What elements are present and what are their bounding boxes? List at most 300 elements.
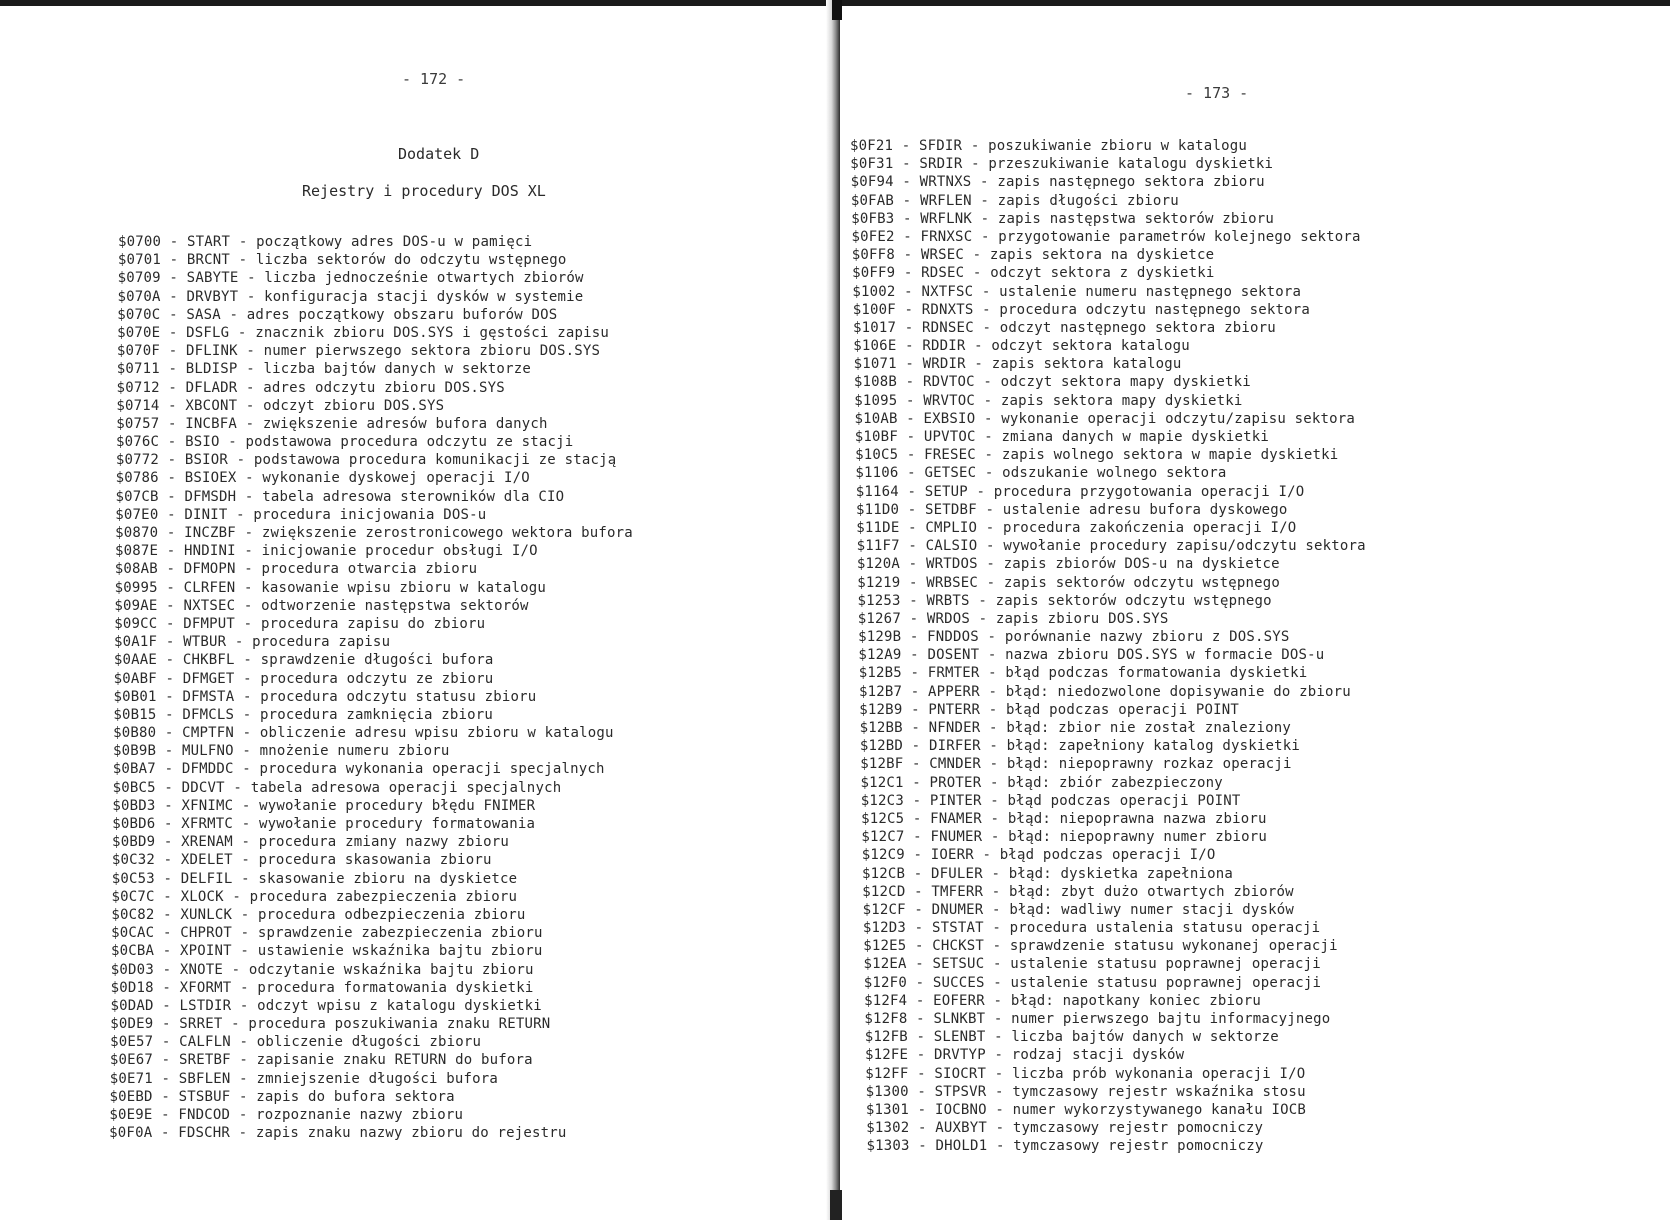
entry-address: $0F31 [850, 156, 894, 173]
register-entry: $12CD - TMFERR - błąd: zbyt dużo otwartych zbiorów [862, 883, 1294, 900]
entry-description: błąd: niepoprawny numer zbioru [1008, 829, 1267, 846]
entry-description: procedura zapisu [252, 634, 391, 651]
entry-label: STSBUF [178, 1088, 231, 1105]
entry-description: numer wykorzystywanego kanału IOCB [1012, 1101, 1307, 1118]
entry-description: liczba prób wykonania operacji I/O [1012, 1065, 1306, 1082]
register-entry: $1095 - WRVTOC - zapis sektora mapy dyskietki [854, 392, 1243, 409]
entry-label: GETSEC [924, 465, 977, 482]
entry-label: XUNLCK [180, 906, 233, 923]
entry-label: WRBTS [926, 592, 970, 609]
register-entry: $0A1F - WTBUR - procedura zapisu [114, 634, 391, 651]
register-entry: $11D0 - SETDBF - ustalenie adresu bufora dyskowego [856, 501, 1288, 518]
entry-address: $0D03 [110, 961, 154, 978]
entry-description: liczba jednocześnie otwartych zbiorów [264, 270, 584, 287]
entry-label: DRVBYT [186, 288, 239, 305]
entry-label: WRFLNK [920, 210, 973, 227]
entry-description: wywołanie procedury błędu FNIMER [259, 797, 536, 814]
entry-address: $12FE [865, 1047, 909, 1064]
entry-description: błąd: wadliwy numer stacji dysków [1009, 901, 1295, 918]
entry-address: $0712 [116, 379, 160, 396]
entry-description: procedura otwarcia zbioru [261, 561, 478, 578]
register-entry: $12B9 - PNTERR - błąd podczas operacji POINT [859, 701, 1240, 718]
entry-label: DFULER [931, 865, 983, 882]
entry-label: EOFERR [933, 992, 985, 1009]
entry-address: $0D18 [110, 979, 154, 996]
entry-description: zapis zbioru DOS.SYS [995, 610, 1169, 627]
entry-description: zmiana danych w mapie dyskietki [1001, 429, 1270, 445]
entry-address: $0E71 [109, 1070, 153, 1087]
entry-description: błąd: zbiór zabezpieczony [1007, 774, 1223, 791]
entry-label: DHOLD1 [935, 1138, 988, 1155]
register-entry: $087E - HNDINI - inicjowanie procedur obsługi I/O [114, 543, 538, 560]
register-entry: $12B7 - APPERR - błąd: niedozwolone dopisywanie do zbioru [859, 683, 1351, 700]
register-entry: $0B01 - DFMSTA - procedura odczytu statusu zbioru [113, 688, 537, 705]
entry-address: $12CD [862, 883, 906, 900]
register-entry: $0BD6 - XFRMTC - wywołanie procedury formatowania [112, 816, 536, 832]
entry-address: $12FB [864, 1029, 908, 1046]
entry-description: procedura inicjowania DOS-u [253, 506, 487, 523]
entry-address: $070C [117, 306, 161, 323]
register-entry: $0C7C - XLOCK - procedura zabezpieczenia zbioru [111, 888, 518, 905]
entry-address: $12E5 [863, 938, 907, 955]
entry-label: XPOINT [180, 943, 232, 960]
entry-label: CMPTFN [182, 725, 234, 742]
entry-address: $12F8 [864, 1011, 908, 1027]
entry-label: SASA [186, 306, 221, 323]
entry-label: FNDCOD [178, 1107, 231, 1123]
entry-description: liczba sektorów do odczytu wstępnego [255, 252, 567, 269]
entry-label: SBFLEN [178, 1070, 231, 1087]
register-entry: $0B80 - CMPTFN - obliczenie adresu wpisu zbioru w katalogu [113, 725, 614, 742]
entry-address: $07CB [115, 488, 159, 505]
entry-description: procedura zapisu do zbioru [260, 615, 486, 632]
register-entry: $100F - RDNXTS - procedura odczytu następnego sektora [852, 301, 1311, 318]
register-entry: $0F94 - WRTNXS - zapis następnego sektora zbioru [850, 174, 1265, 191]
entry-address: $0B80 [113, 725, 157, 742]
register-entry: $0BD3 - XFNIMC - wywołanie procedury błędu FNIMER [112, 797, 536, 814]
entry-description: błąd podczas formatowania dyskietki [1005, 665, 1308, 682]
register-entry: $10AB - EXBSIO - wykonanie operacji odczytu/zapisu sektora [854, 410, 1355, 427]
entry-description: błąd podczas operacji I/O [999, 847, 1216, 864]
entry-description: zapis sektorów odczytu wstępnego [995, 592, 1272, 609]
register-entry: $0FB3 - WRFLNK - zapis następstwa sektorów zbioru [851, 210, 1275, 227]
register-entry: $0772 - BSIOR - podstawowa procedura komunikacji ze stacją [115, 452, 617, 469]
entry-label: WRTDOS [925, 556, 978, 573]
entry-label: XFNIMC [181, 797, 234, 814]
register-entry: $1017 - RDNSEC - odczyt następnego sektora zbioru [853, 319, 1276, 336]
entry-description: zapis zbiorów DOS-u na dyskietce [1003, 556, 1280, 573]
entry-address: $0C82 [111, 906, 155, 923]
entry-address: $12F4 [864, 992, 908, 1009]
entry-label: IOCBNO [934, 1101, 987, 1118]
entry-label: FNDDOS [927, 629, 979, 646]
entry-label: PROTER [929, 774, 982, 791]
appendix-subtitle: Rejestry i procedury DOS XL [302, 182, 546, 200]
register-entry: $070A - DRVBYT - konfiguracja stacji dysków w systemie [117, 288, 584, 305]
entry-description: zapis długości zbioru [997, 192, 1179, 209]
entry-label: SUCCES [932, 974, 985, 991]
entry-description: procedura ustalenia statusu operacji [1009, 920, 1321, 937]
register-entry: $12CB - DFULER - błąd: dyskietka zapełniona [862, 865, 1234, 882]
entry-address: $0E9E [109, 1107, 153, 1123]
page-number-left: - 172 - [402, 70, 466, 88]
entry-label: CMNDER [929, 756, 982, 773]
entry-address: $076C [116, 434, 160, 451]
register-entry: $0B15 - DFMCLS - procedura zamknięcia zbioru [113, 706, 494, 723]
entry-label: NXTSEC [183, 597, 236, 614]
register-entry: $12C7 - FNUMER - błąd: niepoprawny numer zbioru [861, 829, 1267, 846]
entry-label: LSTDIR [179, 997, 232, 1014]
entry-description: odtworzenie następstwa sektorów [261, 597, 529, 614]
entry-description: znacznik zbioru DOS.SYS i gęstości zapisu [255, 324, 609, 341]
entry-address: $0ABF [113, 670, 157, 687]
entry-description: podstawowa procedura odczytu ze stacji [245, 434, 574, 451]
entry-label: SETUP [924, 483, 968, 500]
entry-description: zapis sektora katalogu [991, 356, 1182, 373]
register-list-left [109, 233, 636, 1142]
entry-description: kasowanie wpisu zbioru w katalogu [261, 579, 547, 596]
entry-label: XFORMT [179, 979, 232, 996]
entry-description: odczyt zbioru DOS.SYS [263, 397, 445, 414]
register-entry: $0C82 - XUNLCK - procedura odbezpieczenia zbioru [111, 906, 526, 923]
entry-description: zapis do bufora sektora [256, 1088, 455, 1105]
entry-label: HNDINI [183, 543, 236, 560]
entry-address: $12BB [859, 720, 903, 736]
entry-address: $10C5 [855, 447, 899, 464]
entry-description: konfiguracja stacji dysków w systemie [264, 288, 584, 305]
entry-address: $120A [856, 556, 901, 573]
register-entry: $12EA - SETSUC - ustalenie statusu poprawnej operacji [863, 956, 1321, 973]
entry-address: $1106 [855, 465, 899, 482]
entry-description: tymczasowy rejestr pomocniczy [1012, 1120, 1264, 1137]
entry-address: $108B [853, 374, 898, 391]
entry-address: $0BD9 [112, 834, 156, 851]
register-entry: $0D18 - XFORMT - procedura formatowania dyskietki [110, 979, 534, 996]
entry-address: $12F0 [863, 974, 907, 991]
entry-description: procedura przygotowania operacji I/O [993, 483, 1305, 500]
entry-label: DRVTYP [934, 1047, 986, 1064]
register-entry: $12B5 - FRMTER - błąd podczas formatowania dyskietki [858, 665, 1308, 682]
entry-address: $0B01 [113, 688, 157, 705]
entry-address: $070A [117, 288, 161, 305]
entry-address: $0870 [115, 525, 159, 541]
entry-address: $0E57 [110, 1034, 154, 1051]
entry-label: BLDISP [185, 361, 238, 378]
entry-description: błąd podczas operacji POINT [1007, 792, 1241, 809]
entry-description: procedura skasowania zbioru [258, 852, 492, 869]
register-entry: $1071 - WRDIR - zapis sektora katalogu [853, 356, 1182, 373]
entry-label: NXTFSC [921, 283, 974, 300]
entry-description: odczyt sektora katalogu [991, 338, 1190, 355]
entry-description: numer pierwszego sektora zbioru DOS.SYS [263, 343, 601, 360]
entry-address: $0DE9 [110, 1016, 154, 1033]
entry-address: $1071 [853, 356, 897, 373]
register-entry: $0CBA - XPOINT - ustawienie wskaźnika bajtu zbioru [110, 943, 543, 960]
entry-address: $0CAC [111, 925, 155, 942]
entry-description: mnożenie numeru zbioru [259, 743, 450, 760]
register-entry: $0C53 - DELFIL - skasowanie zbioru na dyskietce [111, 870, 518, 887]
entry-label: EXBSIO [923, 410, 976, 427]
entry-label: FNUMER [930, 829, 983, 846]
register-entry: $12F0 - SUCCES - ustalenie statusu poprawnej operacji [863, 974, 1322, 991]
entry-description: zapis następstwa sektorów zbioru [997, 210, 1275, 227]
register-entry: $1300 - STPSVR - tymczasowy rejestr wskaźnika stosu [865, 1083, 1306, 1100]
entry-description: procedura zmiany nazwy zbioru [258, 834, 510, 851]
entry-address: $0C32 [111, 852, 156, 869]
entry-label: XNOTE [179, 961, 224, 978]
entry-address: $12C9 [861, 847, 905, 864]
entry-label: WRTNXS [919, 174, 972, 191]
entry-description: procedura odczytu statusu zbioru [260, 688, 537, 705]
entry-label: DFMPUT [183, 615, 236, 632]
entry-label: CALFLN [179, 1034, 231, 1051]
entry-address: $0BD6 [112, 816, 156, 832]
entry-address: $1017 [853, 319, 897, 336]
entry-label: DFMSTA [182, 688, 235, 705]
entry-address: $0FAB [850, 192, 895, 209]
entry-label: CHPROT [180, 925, 232, 942]
entry-description: zapis sektora mapy dyskietki [1000, 392, 1243, 409]
register-entry: $0701 - BRCNT - liczba sektorów do odczytu wstępnego [117, 252, 567, 269]
entry-description: liczba bajtów danych w sektorze [263, 361, 531, 378]
register-entry: $12C5 - FNAMER - błąd: niepoprawna nazwa zbioru [861, 810, 1267, 827]
entry-address: $070E [117, 324, 161, 341]
entry-address: $0FB3 [851, 210, 895, 227]
entry-description: ustalenie adresu bufora dyskowego [1002, 501, 1288, 518]
entry-description: początkowy adres DOS-u w pamięci [256, 234, 533, 250]
entry-description: tymczasowy rejestr pomocniczy [1013, 1138, 1264, 1155]
entry-description: wywołanie procedury formatowania [258, 816, 536, 832]
entry-description: błąd: zbior nie został znaleziony [1006, 720, 1292, 736]
entry-label: CHKBFL [182, 652, 235, 669]
register-entry: $12F4 - EOFERR - błąd: napotkany koniec zbioru [864, 992, 1262, 1009]
entry-address: $1302 [866, 1120, 910, 1137]
entry-label: FRESEC [924, 447, 976, 464]
entry-address: $1253 [857, 592, 901, 609]
entry-label: SIOCRT [934, 1065, 987, 1082]
register-entry: $09CC - DFMPUT - procedura zapisu do zbioru [114, 615, 486, 632]
entry-label: SABYTE [186, 270, 239, 287]
entry-description: zapis wolnego sektora w mapie dyskietki [1001, 447, 1339, 464]
entry-label: DDCVT [181, 779, 225, 796]
register-entry: $0E57 - CALFLN - obliczenie długości zbioru [110, 1034, 482, 1051]
entry-address: $12A9 [858, 647, 902, 664]
entry-address: $100F [852, 301, 896, 318]
register-entry: $07CB - DFMSDH - tabela adresowa sterowników dla CIO [115, 488, 565, 505]
register-entry: $12F8 - SLNKBT - numer pierwszego bajtu informacyjnego [864, 1011, 1331, 1027]
entry-description: procedura odczytu następnego sektora [999, 301, 1311, 318]
entry-label: INCZBF [184, 525, 236, 541]
entry-description: sprawdzenie długości bufora [260, 652, 494, 669]
entry-address: $07E0 [115, 506, 159, 523]
entry-description: zapis znaku nazwy zbioru do rejestru [255, 1125, 567, 1142]
entry-address: $12BD [859, 738, 904, 755]
entry-label: BSIOR [184, 452, 229, 469]
entry-label: IOERR [930, 847, 974, 864]
entry-address: $12C7 [861, 829, 905, 846]
entry-address: $12BF [860, 756, 904, 773]
entry-label: CALSIO [925, 538, 978, 555]
entry-label: BSIO [185, 434, 220, 451]
book-spine [826, 0, 840, 1220]
register-entry: $1164 - SETUP - procedura przygotowania operacji I/O [855, 483, 1305, 500]
entry-label: DINIT [184, 506, 228, 523]
entry-label: TMFERR [931, 883, 984, 900]
entry-address: $0FE2 [851, 228, 895, 245]
entry-label: SLNKBT [933, 1011, 986, 1027]
entry-address: $10BF [854, 429, 898, 445]
entry-description: błąd: niedozwolone dopisywanie do zbioru [1005, 683, 1351, 700]
entry-description: przygotowanie parametrów kolejnego sektora [998, 228, 1361, 245]
register-entry: $0870 - INCZBF - zwiększenie zerostronicowego wektora bufora [115, 525, 633, 541]
entry-description: odczytanie wskaźnika bajtu zbioru [248, 961, 534, 978]
register-entry: $108B - RDVTOC - odczyt sektora mapy dyskietki [853, 374, 1251, 391]
entry-description: błąd: niepoprawny rozkaz operacji [1006, 756, 1292, 773]
entry-address: $0714 [116, 397, 160, 414]
entry-description: inicjowanie procedur obsługi I/O [261, 543, 538, 560]
entry-label: RDNSEC [922, 319, 974, 336]
entry-description: odczyt sektora mapy dyskietki [1000, 374, 1251, 391]
entry-address: $106E [853, 338, 897, 355]
entry-address: $12CB [862, 865, 906, 882]
entry-label: XLOCK [180, 888, 224, 905]
entry-label: APPERR [928, 683, 980, 700]
register-entry: $0BA7 - DFMDDC - procedura wykonania operacji specjalnych [112, 761, 605, 778]
entry-address: $0701 [117, 252, 161, 269]
entry-label: DFMCLS [182, 706, 235, 723]
register-list-right [850, 137, 1366, 1156]
register-entry: $0FF8 - WRSEC - zapis sektora na dyskietce [851, 247, 1215, 264]
entry-address: $12EA [863, 956, 907, 973]
entry-address: $0EBD [109, 1088, 153, 1105]
entry-address: $0709 [117, 270, 161, 287]
register-entry: $076C - BSIO - podstawowa procedura odczytu ze stacji [116, 434, 574, 451]
entry-description: błąd: dyskietka zapełniona [1008, 865, 1234, 882]
spine-shadow-top [832, 0, 842, 20]
entry-description: ustalenie statusu poprawnej operacji [1010, 956, 1321, 973]
entry-label: DIRFER [928, 738, 981, 755]
entry-address: $0E67 [109, 1052, 154, 1069]
register-entry: $12D3 - STSTAT - procedura ustalenia statusu operacji [862, 920, 1321, 937]
entry-label: WTBUR [183, 634, 227, 651]
register-entry: $12A9 - DOSENT - nazwa zbioru DOS.SYS w formacie DOS-u [858, 647, 1325, 664]
entry-address: $0F21 [850, 138, 894, 154]
entry-label: WRFLEN [919, 192, 972, 209]
register-entry: $12FB - SLENBT - liczba bajtów danych w sektorze [864, 1029, 1279, 1046]
entry-label: UPVTOC [923, 429, 976, 445]
entry-address: $1002 [852, 283, 896, 300]
register-entry: $1267 - WRDOS - zapis zbioru DOS.SYS [857, 610, 1169, 627]
entry-description: obliczenie adresu wpisu zbioru w katalogu [259, 725, 614, 742]
entry-label: SETDBF [925, 501, 977, 518]
register-entry: $0714 - XBCONT - odczyt zbioru DOS.SYS [116, 397, 445, 414]
entry-label: XFRMTC [181, 816, 234, 832]
entry-address: $0BA7 [112, 761, 156, 778]
register-entry: $0BC5 - DDCVT - tabela adresowa operacji specjalnych [112, 779, 562, 796]
register-entry: $0FE2 - FRNXSC - przygotowanie parametrów kolejnego sektora [851, 228, 1361, 245]
register-entry: $12E5 - CHCKST - sprawdzenie statusu wykonanej operacji [863, 938, 1338, 955]
entry-address: $0F0A [109, 1125, 153, 1142]
entry-description: adres odczytu zbioru DOS.SYS [263, 379, 505, 396]
register-entry: $0DE9 - SRRET - procedura poszukiwania znaku RETURN [110, 1016, 551, 1033]
register-entry: $0F31 - SRDIR - przeszukiwanie katalogu dyskietki [850, 156, 1274, 173]
entry-description: ustalenie statusu poprawnej operacji [1010, 974, 1322, 991]
entry-description: procedura poszukiwania znaku RETURN [248, 1016, 551, 1033]
entry-label: SRRET [179, 1016, 223, 1033]
entry-label: SLENBT [933, 1029, 986, 1046]
entry-description: odczyt następnego sektora zbioru [999, 319, 1276, 336]
entry-address: $12C1 [860, 774, 904, 791]
entry-address: $0711 [116, 361, 160, 378]
register-entry: $1219 - WRBSEC - zapis sektorów odczytu wstępnego [857, 574, 1281, 591]
left-page [0, 0, 826, 1220]
register-entry: $0712 - DFLADR - adres odczytu zbioru DOS.SYS [116, 379, 505, 396]
entry-address: $12FF [865, 1065, 909, 1082]
entry-address: $12B9 [859, 701, 903, 718]
entry-description: podstawowa procedura komunikacji ze stacją [253, 452, 617, 469]
entry-label: FRNXSC [920, 228, 973, 245]
register-entry: $070E - DSFLG - znacznik zbioru DOS.SYS i gęstości zapisu [117, 324, 609, 341]
register-entry: $0DAD - LSTDIR - odczyt wpisu z katalogu dyskietki [110, 997, 542, 1014]
right-page [842, 0, 1670, 1220]
spine-shadow-bottom [830, 1190, 842, 1220]
entry-label: SRDIR [919, 156, 963, 173]
register-entry: $10C5 - FRESEC - zapis wolnego sektora w mapie dyskietki [855, 447, 1339, 464]
entry-description: wykonanie dyskowej operacji I/O [262, 470, 530, 487]
entry-address: $12CF [862, 901, 906, 918]
entry-label: DNUMER [931, 901, 984, 918]
entry-label: MULFNO [182, 743, 234, 760]
entry-label: STPSVR [934, 1083, 987, 1100]
entry-description: wykonanie operacji odczytu/zapisu sektora [1001, 410, 1355, 427]
register-entry: $070C - SASA - adres początkowy obszaru buforów DOS [117, 306, 558, 323]
entry-label: FDSCHR [178, 1125, 231, 1142]
register-entry: $09AE - NXTSEC - odtworzenie następstwa sektorów [114, 597, 529, 614]
entry-label: INCBFA [185, 415, 238, 432]
register-entry: $1253 - WRBTS - zapis sektorów odczytu wstępnego [857, 592, 1272, 609]
register-entry: $0CAC - CHPROT - sprawdzenie zabezpieczenia zbioru [111, 925, 543, 942]
entry-label: DFLINK [185, 343, 238, 360]
entry-description: adres początkowy obszaru buforów DOS [246, 306, 558, 323]
register-entry: $12FF - SIOCRT - liczba prób wykonania operacji I/O [865, 1065, 1306, 1082]
entry-label: BSIOEX [184, 470, 237, 487]
entry-description: odczyt wpisu z katalogu dyskietki [257, 997, 542, 1014]
register-entry: $11DE - CMPLIO - procedura zakończenia operacji I/O [856, 519, 1297, 536]
register-entry: $0D03 - XNOTE - odczytanie wskaźnika bajtu zbioru [110, 961, 534, 978]
entry-description: zwiększenie adresów bufora danych [262, 415, 548, 432]
register-entry: $0E67 - SRETBF - zapisanie znaku RETURN do bufora [109, 1052, 533, 1069]
register-entry: $106E - RDDIR - odczyt sektora katalogu [853, 338, 1190, 355]
entry-address: $1303 [866, 1138, 910, 1155]
entry-label: FNAMER [930, 810, 982, 827]
entry-description: ustalenie numeru następnego sektora [999, 283, 1302, 300]
register-entry: $070F - DFLINK - numer pierwszego sektora zbioru DOS.SYS [116, 343, 601, 360]
entry-description: sprawdzenie zabezpieczenia zbioru [257, 925, 543, 942]
entry-description: odczyt sektora z dyskietki [990, 265, 1215, 282]
entry-label: PNTERR [928, 701, 981, 718]
register-entry: $129B - FNDDOS - porównanie nazwy zbioru z DOS.SYS [858, 629, 1290, 646]
entry-description: zapis następnego sektora zbioru [997, 174, 1265, 191]
register-entry: $0786 - BSIOEX - wykonanie dyskowej operacji I/O [115, 470, 530, 487]
entry-description: procedura odbezpieczenia zbioru [258, 906, 526, 923]
entry-description: numer pierwszego bajtu informacyjnego [1011, 1011, 1331, 1027]
entry-description: tabela adresowa sterowników dla CIO [262, 488, 565, 505]
register-entry: $12C3 - PINTER - błąd podczas operacji POINT [860, 792, 1241, 809]
entry-label: SRETBF [178, 1052, 231, 1069]
entry-label: RDVTOC [922, 374, 975, 391]
entry-label: RDDIR [922, 338, 966, 355]
entry-address: $0AAE [113, 652, 158, 669]
